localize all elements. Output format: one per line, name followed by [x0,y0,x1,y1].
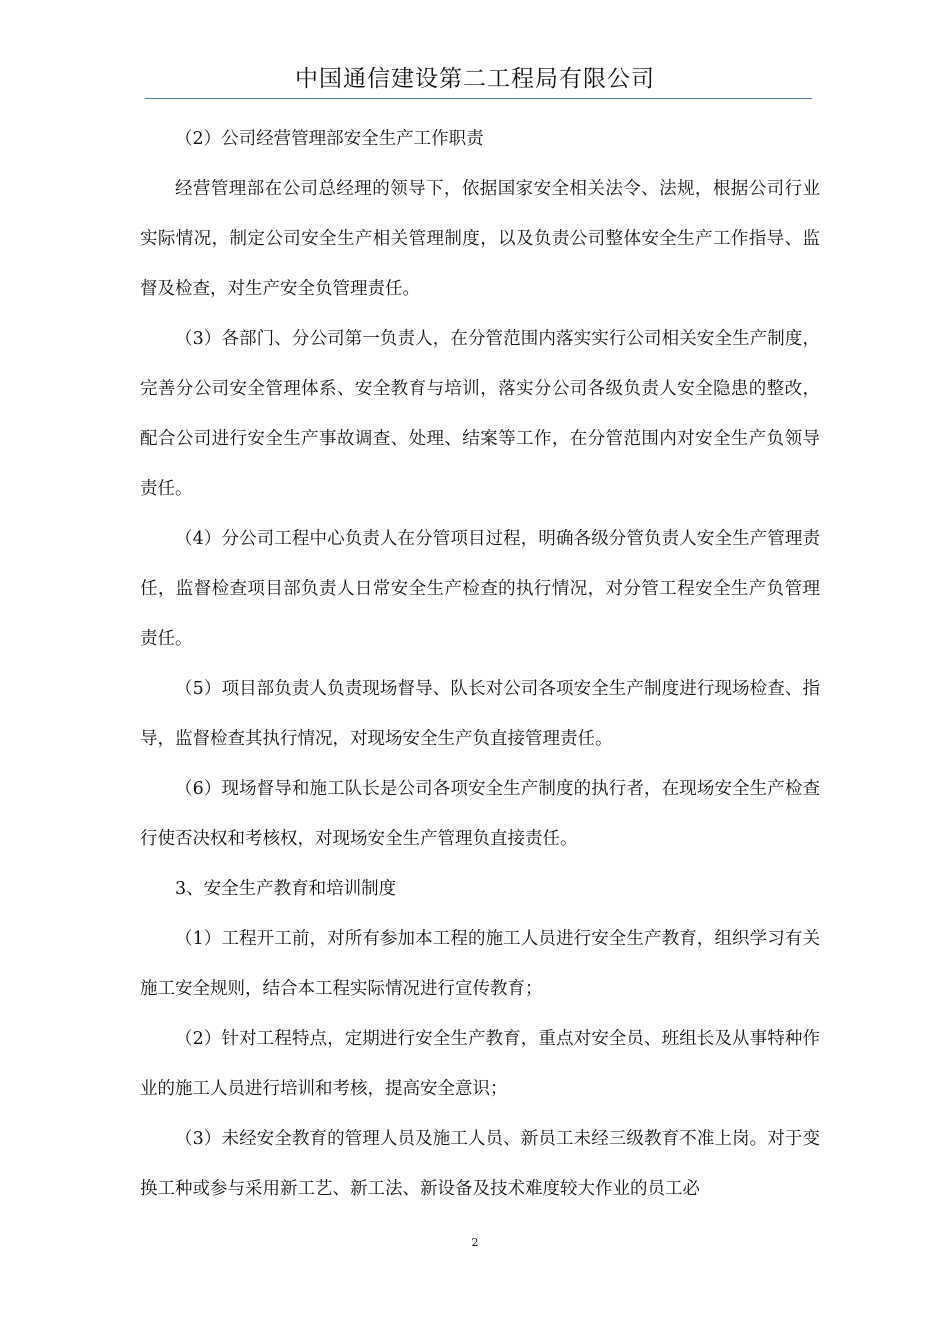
paragraph-4: （4）分公司工程中心负责人在分管项目过程，明确各级分管负责人安全生产管理责任，监督检查项目部负责人日常安全生产检查的执行情况，对分管工程安全生产负管理责任。 [140,529,820,649]
paragraph-6: （6）现场督导和施工队长是公司各项安全生产制度的执行者，在现场安全生产检查行使否决权和考核权，对现场安全生产管理负直接责任。 [140,779,820,849]
paragraph-8: （2）针对工程特点，定期进行安全生产教育，重点对安全员、班组长及从事特种作业的施工人员进行培训和考核，提高安全意识； [140,1029,820,1099]
header-divider [145,98,812,99]
section-heading: 3、安全生产教育和培训制度 [175,879,397,899]
paragraph-3: （3）各部门、分公司第一负责人，在分管范围内落实实行公司相关安全生产制度，完善分公司安全管理体系、安全教育与培训，落实分公司各级负责人安全隐患的整改，配合公司进行安全生产事故调查、处理、结案等工作，在分管范围内对安全生产负领导责任。 [140,329,820,499]
paragraph-9: （3）未经安全教育的管理人员及施工人员、新员工未经三级教育不准上岗。对于变换工种或参与采用新工艺、新工法、新设备及技术难度较大作业的员工必 [140,1129,820,1199]
paragraph-1: （2）公司经营管理部安全生产工作职责 [175,129,484,149]
paragraph-5: （5）项目部负责人负责现场督导、队长对公司各项安全生产制度进行现场检查、指导，监督检查其执行情况，对现场安全生产负直接管理责任。 [140,679,820,749]
page-number: 2 [471,1236,479,1249]
document-body [140,114,820,1214]
paragraph-7: （1）工程开工前，对所有参加本工程的施工人员进行安全生产教育，组织学习有关施工安全规则，结合本工程实际情况进行宣传教育； [140,929,820,999]
page-header-title: 中国通信建设第二工程局有限公司 [295,66,655,92]
paragraph-2: 经营管理部在公司总经理的领导下，依据国家安全相关法令、法规，根据公司行业实际情况，制定公司安全生产相关管理制度，以及负责公司整体安全生产工作指导、监督及检查，对生产安全负管理责任。 [140,179,820,299]
